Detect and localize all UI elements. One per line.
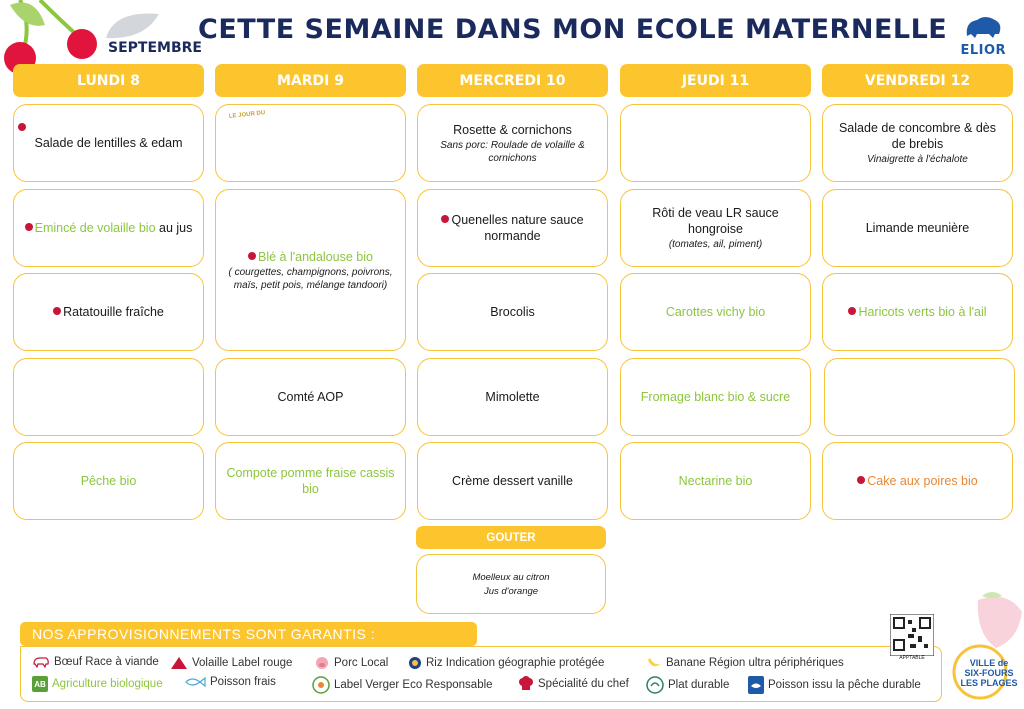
mercredi-dessert: Crème dessert vanille: [417, 442, 608, 520]
chef-hat-icon: [848, 307, 856, 315]
legend-poisson: Poisson frais: [184, 676, 276, 688]
city-name: VILLE de SIX-FOURS LES PLAGES: [960, 658, 1018, 688]
logo-text: ELIOR: [960, 43, 1006, 58]
mardi-entree: [215, 104, 406, 182]
jeudi-dessert: Nectarine bio: [620, 442, 811, 520]
chef-hat-icon: [518, 676, 534, 692]
lundi-fromage: [13, 358, 204, 436]
gouter-cell: Moelleux au citron Jus d'orange: [416, 554, 606, 614]
mercredi-entree: Rosette & cornichons Sans porc: Roulade de volaille & cornichons: [417, 104, 608, 182]
qr-code-icon[interactable]: [890, 614, 934, 656]
supply-banner: NOS APPROVISIONNEMENTS SONT GARANTIS :: [20, 622, 477, 646]
bison-icon: [963, 14, 1003, 40]
legend-boeuf: Bœuf Race à viande: [32, 656, 159, 668]
vendredi-dessert: Cake aux poires bio: [822, 442, 1013, 520]
elior-logo: [960, 14, 1006, 58]
city-logo: [950, 640, 1020, 709]
month-label: SEPTEMBRE: [108, 40, 202, 56]
durable-icon: [646, 676, 664, 694]
qr-label: APPTABLE: [899, 655, 925, 661]
lundi-accompagnement: Ratatouille fraîche: [13, 273, 204, 351]
strawberry-illustration: [968, 590, 1024, 650]
gouter-header: GOUTER: [416, 526, 606, 549]
legend-durable: Plat durable: [646, 676, 729, 694]
chef-hat-icon: [441, 215, 449, 223]
day-header-lundi: LUNDI 8: [13, 64, 204, 97]
chef-hat-icon: [18, 123, 26, 131]
vendredi-fromage: [824, 358, 1015, 436]
msc-icon: [748, 676, 764, 694]
chef-hat-icon: [857, 476, 865, 484]
jeudi-entree: [620, 104, 811, 182]
legend-riz: Riz Indication géographie protégée: [408, 656, 604, 670]
chef-hat-icon: [25, 223, 33, 231]
jeudi-plat: Rôti de veau LR sauce hongroise (tomates, ail, piment): [620, 189, 811, 267]
jour-du-badge: LE JOUR DU: [228, 110, 266, 120]
label-rouge-icon: [170, 656, 188, 670]
legend-bio: AB Agriculture biologique: [32, 676, 163, 692]
mercredi-fromage: Mimolette: [417, 358, 608, 436]
pig-icon: [314, 656, 330, 670]
legend-volaille: Volaille Label rouge: [170, 656, 292, 670]
day-header-mercredi: MERCREDI 10: [417, 64, 608, 97]
chef-hat-icon: [53, 307, 61, 315]
ab-bio-icon: [32, 676, 48, 692]
jeudi-accompagnement: Carottes vichy bio: [620, 273, 811, 351]
day-header-mardi: MARDI 9: [215, 64, 406, 97]
vendredi-entree: Salade de concombre & dès de brebis Vinaigrette à l'échalote: [822, 104, 1013, 182]
legend-verger: Label Verger Eco Responsable: [312, 676, 493, 694]
fish-icon: [184, 676, 206, 688]
banana-icon: [646, 656, 662, 670]
legend-porc: Porc Local: [314, 656, 388, 670]
igp-icon: [408, 656, 422, 670]
mardi-dessert: Compote pomme fraise cassis bio: [215, 442, 406, 520]
day-header-jeudi: JEUDI 11: [620, 64, 811, 97]
lundi-dessert: Pêche bio: [13, 442, 204, 520]
mercredi-accompagnement: Brocolis: [417, 273, 608, 351]
lundi-entree: Salade de lentilles & edam: [13, 104, 204, 182]
page-title: CETTE SEMAINE DANS MON ECOLE MATERNELLE: [198, 14, 948, 45]
chef-hat-icon: [248, 252, 256, 260]
cow-icon: [32, 656, 50, 668]
legend-peche-durable: Poisson issu la pêche durable: [748, 676, 921, 694]
svg-text:AB: AB: [34, 680, 46, 689]
jeudi-fromage: Fromage blanc bio & sucre: [620, 358, 811, 436]
verger-icon: [312, 676, 330, 694]
mardi-plat: Blé à l'andalouse bio ( courgettes, champignons, poivrons, maïs, petit pois, mélange tandoori): [215, 189, 406, 351]
legend-chef: Spécialité du chef: [518, 676, 629, 692]
vendredi-plat: Limande meunière: [822, 189, 1013, 267]
vendredi-accompagnement: Haricots verts bio à l'ail: [822, 273, 1013, 351]
leaf-illustration: [104, 8, 162, 42]
mardi-fromage: Comté AOP: [215, 358, 406, 436]
lundi-plat: Emincé de volaille bio au jus: [13, 189, 204, 267]
mercredi-plat: Quenelles nature sauce normande: [417, 189, 608, 267]
day-header-vendredi: VENDREDI 12: [822, 64, 1013, 97]
legend-banane: Banane Région ultra périphériques: [646, 656, 844, 670]
